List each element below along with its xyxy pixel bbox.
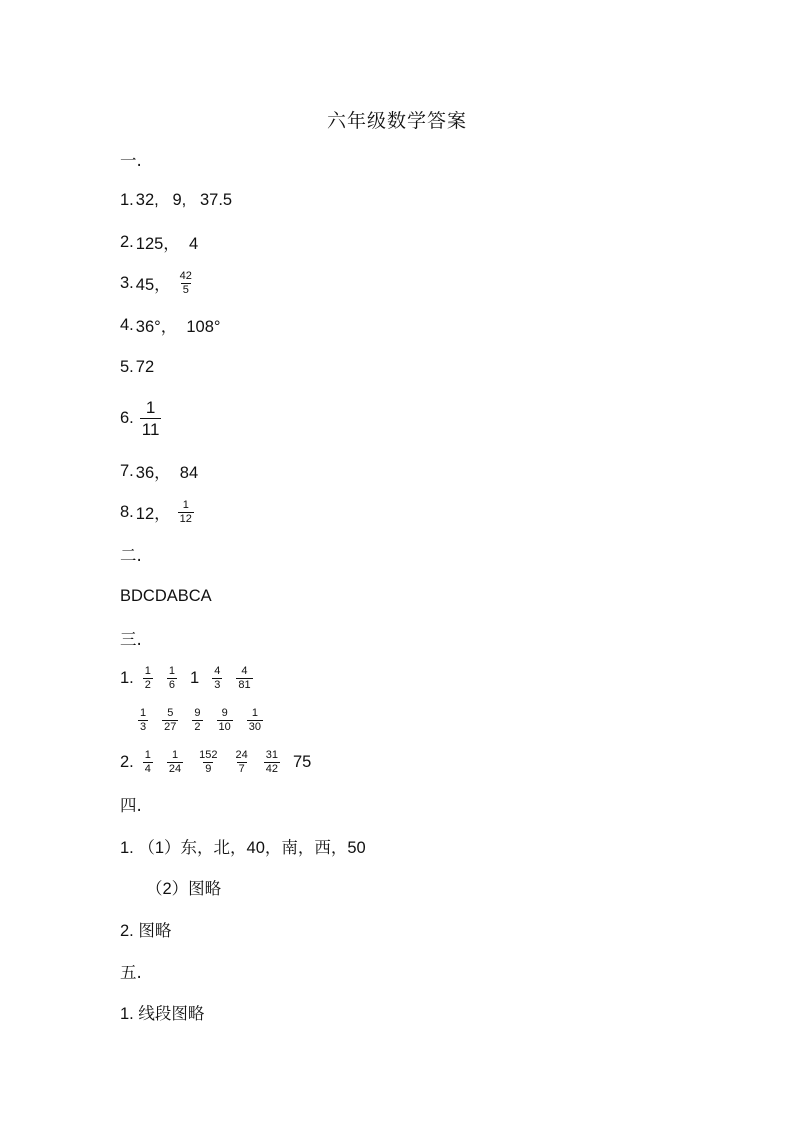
denominator: 3: [140, 720, 147, 733]
question-number: 1.: [120, 190, 134, 209]
denominator: 5: [182, 283, 189, 296]
question-number: 5.: [120, 357, 134, 376]
denominator: 6: [168, 678, 176, 691]
fraction: [167, 665, 177, 692]
answer-4-2: 2. 图略: [120, 922, 172, 940]
numerator: 1: [145, 397, 156, 417]
section-heading-1: 一.: [120, 151, 142, 170]
denominator: 7: [238, 762, 245, 775]
fraction: [178, 270, 194, 297]
answer-3-2: [120, 748, 317, 776]
numerator: 1: [182, 498, 189, 511]
numerator: 5: [167, 706, 174, 719]
numerator: 152: [199, 748, 218, 761]
answer-text: 32, 9, 37.5: [135, 190, 233, 209]
denominator: 81: [238, 678, 251, 691]
answer-1-3: [120, 269, 201, 297]
fraction: [138, 707, 148, 734]
plain-value: 1: [190, 668, 200, 687]
question-number: 7.: [120, 461, 134, 480]
numerator: 4: [214, 664, 221, 677]
fraction: [162, 707, 178, 734]
section-heading-2: 二.: [120, 546, 142, 565]
section-heading-5: 五.: [120, 963, 142, 982]
fraction: [140, 397, 162, 440]
answer-3-1-row-1: [120, 664, 260, 692]
answer-text: 12，: [135, 505, 171, 523]
answer-1-2: [120, 228, 198, 256]
fraction-row: [131, 707, 270, 734]
question-number: 1.: [120, 668, 134, 687]
denominator: 12: [179, 512, 192, 525]
numerator: 31: [265, 748, 278, 761]
question-number: 2.: [120, 232, 134, 251]
question-number: 2.: [120, 752, 134, 771]
denominator: 3: [214, 678, 221, 691]
fraction: [197, 749, 219, 776]
denominator: 27: [164, 720, 177, 733]
section-heading-3: 三.: [120, 630, 142, 649]
numerator: 1: [140, 706, 147, 719]
answer-text: 72: [135, 357, 155, 376]
numerator: 1: [144, 748, 151, 761]
fraction: [236, 665, 252, 692]
numerator: 42: [179, 269, 192, 282]
answer-5-1: 1. 线段图略: [120, 1005, 205, 1023]
fraction: [217, 707, 233, 734]
fraction: [212, 665, 222, 692]
denominator: 24: [168, 762, 182, 775]
fraction: [234, 749, 250, 776]
answer-text: 36°， 108°: [135, 318, 221, 336]
answer-1-1: [120, 186, 232, 214]
answer-1-5: [120, 353, 154, 381]
answer-text: 45，: [135, 276, 171, 294]
numerator: 1: [168, 664, 176, 677]
question-number: 3.: [120, 273, 134, 292]
question-number: 6.: [120, 408, 134, 427]
choice-answers: BDCDABCA: [120, 586, 212, 605]
fraction: [247, 707, 263, 734]
fraction-row: [136, 665, 260, 692]
numerator: 9: [194, 706, 201, 719]
denominator: 30: [248, 720, 261, 733]
answer-4-1-2: （2）图略: [146, 880, 222, 898]
denominator: 4: [144, 762, 151, 775]
fraction: [192, 707, 202, 734]
answer-text: 36， 84: [135, 464, 199, 482]
denominator: 42: [265, 762, 278, 775]
fraction: [167, 749, 183, 776]
numerator: 1: [251, 706, 258, 719]
answer-3-1-row-2: [131, 706, 270, 734]
answer-4-1: 1. （1）东，北，40，南，西，50: [120, 839, 366, 857]
question-number: 4.: [120, 315, 134, 334]
question-number: 8.: [120, 502, 134, 521]
fraction-row: [136, 749, 318, 776]
denominator: 9: [205, 762, 212, 775]
answer-text: 125， 4: [135, 235, 199, 253]
fraction: [178, 499, 194, 526]
denominator: 2: [194, 720, 201, 733]
answer-1-4: [120, 311, 221, 339]
denominator: 2: [144, 678, 151, 691]
denominator: 11: [141, 419, 160, 439]
section-heading-4: 四.: [120, 796, 142, 815]
plain-value: 75: [293, 752, 312, 771]
answer-1-6: [120, 397, 168, 439]
denominator: 10: [218, 720, 231, 733]
numerator: 4: [241, 664, 248, 677]
answer-1-7: [120, 457, 198, 485]
numerator: 24: [235, 748, 248, 761]
fraction: [143, 749, 153, 776]
numerator: 1: [144, 664, 151, 677]
page-title: 六年级数学答案: [326, 110, 467, 132]
numerator: 1: [171, 748, 179, 761]
answer-1-8: [120, 498, 201, 526]
fraction: [264, 749, 280, 776]
numerator: 9: [221, 706, 228, 719]
fraction: [143, 665, 153, 692]
